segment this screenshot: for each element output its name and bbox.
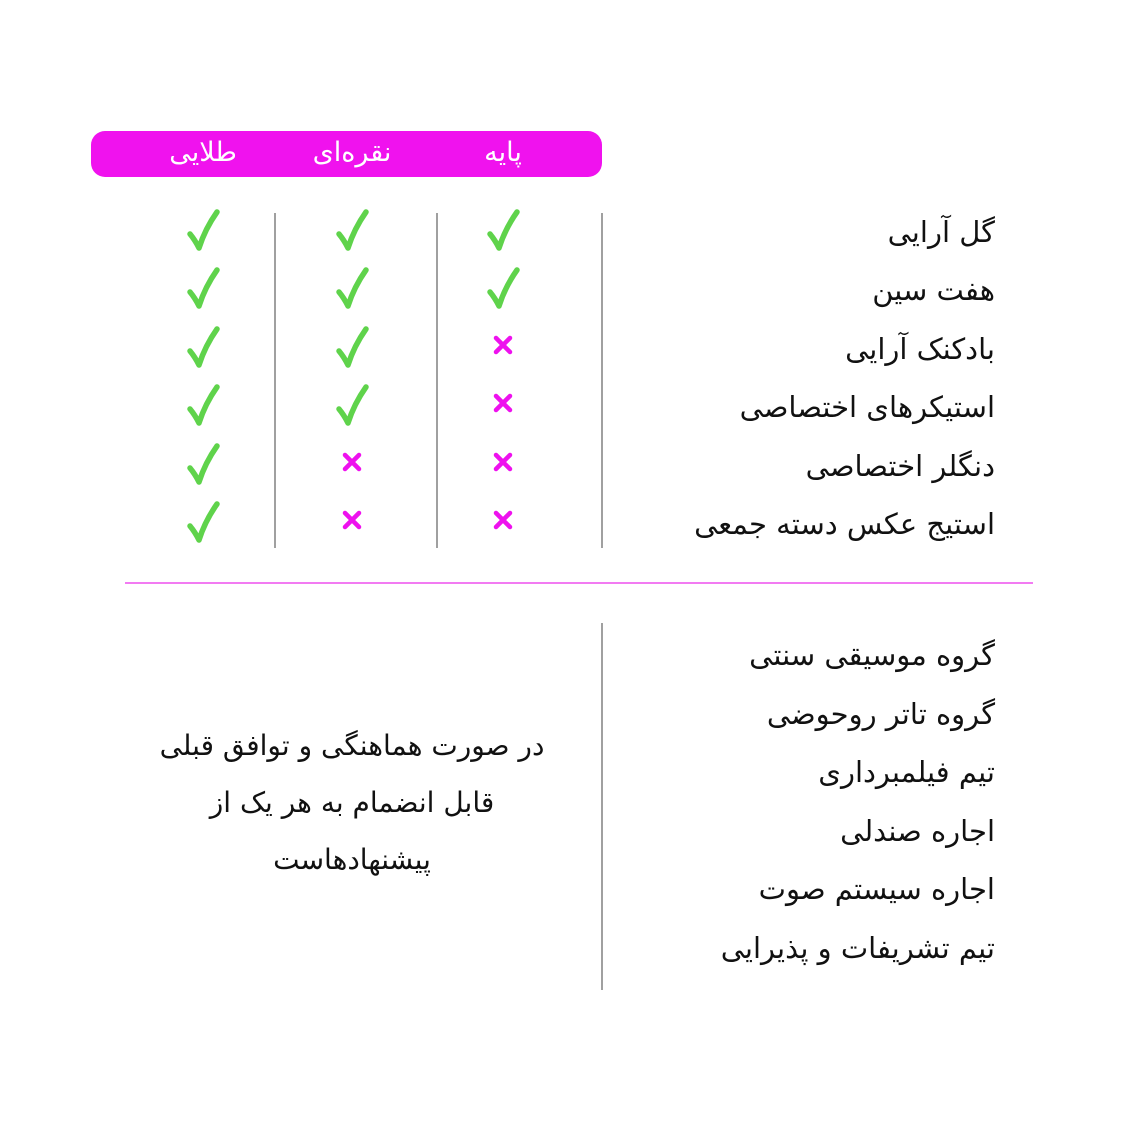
cross-icon [340, 508, 364, 532]
check-icon [486, 208, 520, 252]
check-icon [186, 500, 220, 544]
check-icon [335, 383, 369, 427]
extras-service-item: اجاره سیستم صوت [758, 872, 995, 907]
check-icon [186, 208, 220, 252]
check-icon [486, 266, 520, 310]
cross-icon [491, 508, 515, 532]
extras-note-line: قابل انضمام به هر یک از [209, 786, 495, 819]
feature-label: هفت سین [872, 273, 995, 308]
check-icon [335, 208, 369, 252]
cross-icon [340, 450, 364, 474]
feature-label: استیج عکس دسته جمعی [694, 507, 995, 541]
tier-label-gold: طلایی [169, 137, 237, 168]
tier-label-basic: پایه [484, 137, 522, 168]
column-divider [274, 213, 276, 548]
tier-header [91, 131, 602, 177]
check-icon [335, 266, 369, 310]
cross-icon [491, 450, 515, 474]
check-icon [335, 325, 369, 369]
check-icon [186, 383, 220, 427]
check-icon [186, 325, 220, 369]
feature-label: استیکرهای اختصاصی [739, 390, 995, 425]
feature-label: گل آرایی [887, 215, 995, 249]
extras-service-item: اجاره صندلی [840, 813, 995, 848]
feature-label: بادکنک آرایی [845, 331, 995, 366]
cross-icon [491, 333, 515, 357]
extras-note-line: پیشنهادهاست [273, 843, 431, 876]
check-icon [186, 266, 220, 310]
extras-service-item: گروه تاتر روحوضی [766, 696, 995, 731]
extras-service-item: تیم تشریفات و پذیرایی [720, 931, 995, 965]
extras-note [52, 717, 652, 888]
extras-service-item: گروه موسیقی سنتی [749, 638, 995, 672]
cross-icon [491, 391, 515, 415]
column-divider [436, 213, 438, 548]
check-icon [186, 442, 220, 486]
tier-label-silver: نقره‌ای [312, 137, 392, 168]
feature-label: دنگلر اختصاصی [805, 448, 995, 483]
extras-service-item: تیم فیلمبرداری [818, 755, 995, 790]
section-separator [125, 582, 1033, 584]
extras-note-line: در صورت هماهنگی و توافق قبلی [159, 729, 545, 762]
